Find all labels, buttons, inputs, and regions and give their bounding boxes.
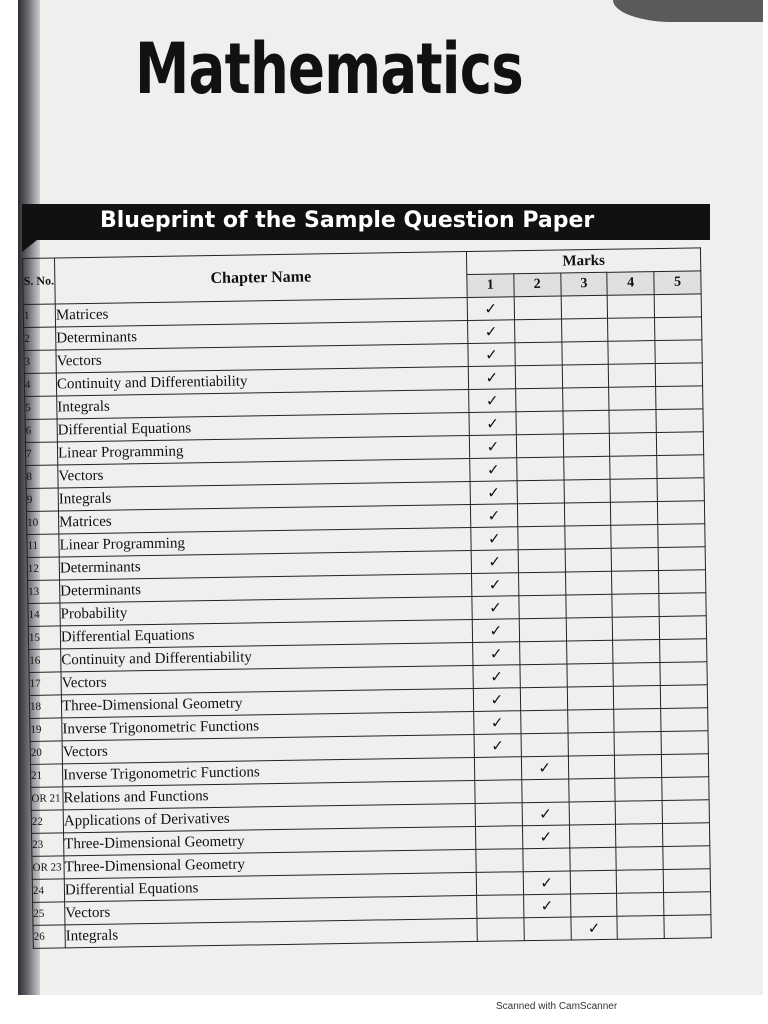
marks-cell xyxy=(566,617,613,641)
marks-cell xyxy=(562,387,609,411)
marks-cell xyxy=(610,479,657,503)
marks-cell xyxy=(617,892,664,916)
marks-cell xyxy=(522,779,569,803)
marks-cell xyxy=(564,525,611,549)
marks-cell xyxy=(569,824,616,848)
marks-cell xyxy=(656,409,703,433)
check-mark-icon: ✓ xyxy=(469,435,516,459)
marks-column-header: 4 xyxy=(607,272,654,296)
row-sno: 21 xyxy=(30,764,62,787)
row-sno: 13 xyxy=(28,580,60,603)
row-sno: 16 xyxy=(29,649,61,672)
row-chapter-name: Determinants xyxy=(59,550,471,579)
marks-cell xyxy=(660,639,707,663)
check-mark-icon: ✓ xyxy=(523,894,570,918)
marks-cell xyxy=(662,754,709,778)
marks-cell xyxy=(663,823,710,847)
row-sno: 4 xyxy=(24,373,56,396)
marks-cell xyxy=(566,640,613,664)
row-chapter-name: Linear Programming xyxy=(59,527,471,556)
check-mark-icon: ✓ xyxy=(473,665,520,689)
marks-cell xyxy=(568,755,615,779)
check-mark-icon: ✓ xyxy=(474,734,521,758)
marks-cell xyxy=(657,432,704,456)
marks-cell xyxy=(567,709,614,733)
marks-cell xyxy=(567,686,614,710)
marks-cell xyxy=(609,410,656,434)
row-chapter-name: Integrals xyxy=(58,481,470,510)
row-sno: 6 xyxy=(25,419,57,442)
check-mark-icon: ✓ xyxy=(469,412,516,436)
marks-cell xyxy=(475,803,522,827)
marks-cell xyxy=(614,709,661,733)
marks-cell xyxy=(659,593,706,617)
marks-cell xyxy=(477,895,524,919)
marks-cell xyxy=(615,778,662,802)
check-mark-icon: ✓ xyxy=(471,550,518,574)
row-sno: OR 23 xyxy=(32,856,64,879)
marks-cell xyxy=(515,342,562,366)
marks-cell xyxy=(568,778,615,802)
row-sno: 10 xyxy=(26,511,58,534)
marks-cell xyxy=(515,365,562,389)
row-sno: 3 xyxy=(24,350,56,373)
marks-cell xyxy=(656,386,703,410)
marks-cell xyxy=(615,801,662,825)
marks-cell xyxy=(664,892,711,916)
marks-cell xyxy=(570,893,617,917)
marks-cell xyxy=(660,662,707,686)
marks-cell xyxy=(514,319,561,343)
row-chapter-name: Vectors xyxy=(62,734,474,763)
row-chapter-name: Vectors xyxy=(65,895,477,924)
marks-cell xyxy=(663,846,710,870)
marks-cell xyxy=(613,640,660,664)
marks-cell xyxy=(658,501,705,525)
row-sno: OR 21 xyxy=(31,787,63,810)
check-mark-icon: ✓ xyxy=(472,596,519,620)
marks-cell xyxy=(659,616,706,640)
check-mark-icon: ✓ xyxy=(522,825,569,849)
row-sno: 1 xyxy=(23,304,55,327)
row-sno: 19 xyxy=(30,718,62,741)
row-chapter-name: Vectors xyxy=(58,458,470,487)
marks-cell xyxy=(613,663,660,687)
row-sno: 7 xyxy=(25,442,57,465)
chapter-name-header: Chapter Name xyxy=(55,252,468,304)
marks-header: Marks xyxy=(466,248,700,275)
row-chapter-name: Differential Equations xyxy=(57,412,469,441)
marks-cell xyxy=(476,849,523,873)
marks-cell xyxy=(561,341,608,365)
marks-cell xyxy=(616,824,663,848)
marks-cell xyxy=(569,847,616,871)
marks-cell xyxy=(661,708,708,732)
marks-cell xyxy=(516,457,563,481)
marks-cell xyxy=(477,918,524,942)
banner-title: Blueprint of the Sample Question Paper xyxy=(100,208,595,233)
marks-cell xyxy=(617,915,664,939)
check-mark-icon: ✓ xyxy=(472,619,519,643)
marks-cell xyxy=(610,433,657,457)
marks-cell xyxy=(610,456,657,480)
marks-cell xyxy=(520,687,567,711)
marks-cell xyxy=(561,295,608,319)
marks-cell xyxy=(570,870,617,894)
marks-cell xyxy=(612,548,659,572)
marks-cell xyxy=(519,641,566,665)
marks-cell xyxy=(569,801,616,825)
check-mark-icon: ✓ xyxy=(521,756,568,780)
row-sno: 17 xyxy=(29,672,61,695)
check-mark-icon: ✓ xyxy=(468,366,515,390)
row-chapter-name: Three-Dimensional Geometry xyxy=(61,688,473,717)
marks-cell xyxy=(523,848,570,872)
marks-cell xyxy=(616,847,663,871)
row-sno: 9 xyxy=(26,488,58,511)
marks-cell xyxy=(613,617,660,641)
marks-cell xyxy=(475,780,522,804)
marks-cell xyxy=(516,411,563,435)
marks-cell xyxy=(524,917,571,941)
marks-cell xyxy=(516,434,563,458)
check-mark-icon: ✓ xyxy=(472,573,519,597)
corner-tab xyxy=(613,0,763,22)
row-chapter-name: Inverse Trigonometric Functions xyxy=(62,757,474,786)
row-chapter-name: Three-Dimensional Geometry xyxy=(64,849,476,878)
marks-cell xyxy=(659,570,706,594)
row-chapter-name: Continuity and Differentiability xyxy=(56,367,468,396)
check-mark-icon: ✓ xyxy=(473,642,520,666)
marks-cell xyxy=(658,547,705,571)
marks-cell xyxy=(662,777,709,801)
marks-cell xyxy=(568,732,615,756)
marks-cell xyxy=(608,341,655,365)
marks-cell xyxy=(476,872,523,896)
check-mark-icon: ✓ xyxy=(468,343,515,367)
blueprint-banner xyxy=(22,200,710,252)
row-sno: 22 xyxy=(31,810,63,833)
row-sno: 11 xyxy=(27,534,59,557)
marks-cell xyxy=(518,572,565,596)
page-title: Mathematics xyxy=(135,28,524,110)
check-mark-icon: ✓ xyxy=(473,688,520,712)
check-mark-icon: ✓ xyxy=(469,389,516,413)
check-mark-icon: ✓ xyxy=(467,297,514,321)
row-sno: 12 xyxy=(27,557,59,580)
marks-cell xyxy=(519,618,566,642)
marks-cell xyxy=(563,433,610,457)
marks-cell xyxy=(520,664,567,688)
row-chapter-name: Integrals xyxy=(65,918,477,947)
marks-cell xyxy=(563,410,610,434)
row-sno: 5 xyxy=(25,396,57,419)
marks-cell xyxy=(658,524,705,548)
row-chapter-name: Continuity and Differentiability xyxy=(61,642,473,671)
row-sno: 25 xyxy=(33,902,65,925)
row-chapter-name: Vectors xyxy=(61,665,473,694)
marks-cell xyxy=(614,732,661,756)
marks-cell xyxy=(475,826,522,850)
marks-column-header: 2 xyxy=(514,273,561,297)
marks-cell xyxy=(608,295,655,319)
marks-cell xyxy=(609,387,656,411)
row-chapter-name: Probability xyxy=(60,596,472,625)
marks-cell xyxy=(520,710,567,734)
marks-cell xyxy=(609,364,656,388)
marks-cell xyxy=(517,480,564,504)
marks-cell xyxy=(565,594,612,618)
marks-cell xyxy=(663,869,710,893)
marks-column-header: 1 xyxy=(467,274,514,298)
row-chapter-name: Integrals xyxy=(57,390,469,419)
marks-cell xyxy=(655,317,702,341)
check-mark-icon: ✓ xyxy=(470,504,517,528)
marks-cell xyxy=(561,318,608,342)
row-chapter-name: Matrices xyxy=(58,504,470,533)
row-sno: 8 xyxy=(26,465,58,488)
marks-cell xyxy=(474,757,521,781)
marks-cell xyxy=(563,456,610,480)
check-mark-icon: ✓ xyxy=(470,458,517,482)
check-mark-icon: ✓ xyxy=(470,481,517,505)
marks-cell xyxy=(617,870,664,894)
marks-cell xyxy=(521,733,568,757)
row-chapter-name: Linear Programming xyxy=(57,435,469,464)
row-chapter-name: Matrices xyxy=(55,298,467,327)
row-chapter-name: Inverse Trigonometric Functions xyxy=(62,711,474,740)
row-sno: 2 xyxy=(24,327,56,350)
row-sno: 23 xyxy=(32,833,64,856)
check-mark-icon: ✓ xyxy=(523,871,570,895)
marks-cell xyxy=(567,663,614,687)
marks-cell xyxy=(611,525,658,549)
marks-cell xyxy=(612,594,659,618)
marks-cell xyxy=(519,595,566,619)
check-mark-icon: ✓ xyxy=(571,916,618,940)
marks-cell xyxy=(655,340,702,364)
marks-cell xyxy=(614,686,661,710)
row-chapter-name: Vectors xyxy=(56,344,468,373)
marks-cell xyxy=(565,548,612,572)
check-mark-icon: ✓ xyxy=(468,320,515,344)
marks-cell xyxy=(514,296,561,320)
marks-cell xyxy=(564,502,611,526)
marks-cell xyxy=(660,685,707,709)
marks-cell xyxy=(517,503,564,527)
row-chapter-name: Determinants xyxy=(60,573,472,602)
row-chapter-name: Determinants xyxy=(56,321,468,350)
marks-cell xyxy=(612,571,659,595)
marks-cell xyxy=(657,478,704,502)
marks-column-header: 3 xyxy=(560,272,607,296)
row-chapter-name: Differential Equations xyxy=(64,872,476,901)
row-chapter-name: Differential Equations xyxy=(60,619,472,648)
row-sno: 15 xyxy=(28,626,60,649)
table-body xyxy=(23,294,711,949)
row-sno: 18 xyxy=(29,695,61,718)
marks-cell xyxy=(615,755,662,779)
check-mark-icon: ✓ xyxy=(474,711,521,735)
marks-cell xyxy=(608,318,655,342)
row-sno: 26 xyxy=(33,925,65,948)
marks-cell xyxy=(565,571,612,595)
marks-cell xyxy=(518,526,565,550)
marks-cell xyxy=(518,549,565,573)
marks-cell xyxy=(657,455,704,479)
marks-cell xyxy=(562,364,609,388)
blueprint-table xyxy=(22,247,712,949)
marks-cell xyxy=(611,502,658,526)
marks-cell xyxy=(654,294,701,318)
sno-header: S. No. xyxy=(23,258,56,304)
row-chapter-name: Applications of Derivatives xyxy=(63,803,475,832)
marks-cell xyxy=(661,731,708,755)
scanner-footer: Scanned with CamScanner xyxy=(496,1001,618,1012)
marks-cell xyxy=(564,479,611,503)
check-mark-icon: ✓ xyxy=(471,527,518,551)
row-sno: 24 xyxy=(32,879,64,902)
check-mark-icon: ✓ xyxy=(522,802,569,826)
row-sno: 14 xyxy=(28,603,60,626)
marks-cell xyxy=(515,388,562,412)
marks-column-header: 5 xyxy=(654,271,701,295)
row-chapter-name: Three-Dimensional Geometry xyxy=(64,826,476,855)
marks-cell xyxy=(662,800,709,824)
row-sno: 20 xyxy=(30,741,62,764)
marks-cell xyxy=(664,915,711,939)
row-chapter-name: Relations and Functions xyxy=(63,780,475,809)
marks-cell xyxy=(655,363,702,387)
